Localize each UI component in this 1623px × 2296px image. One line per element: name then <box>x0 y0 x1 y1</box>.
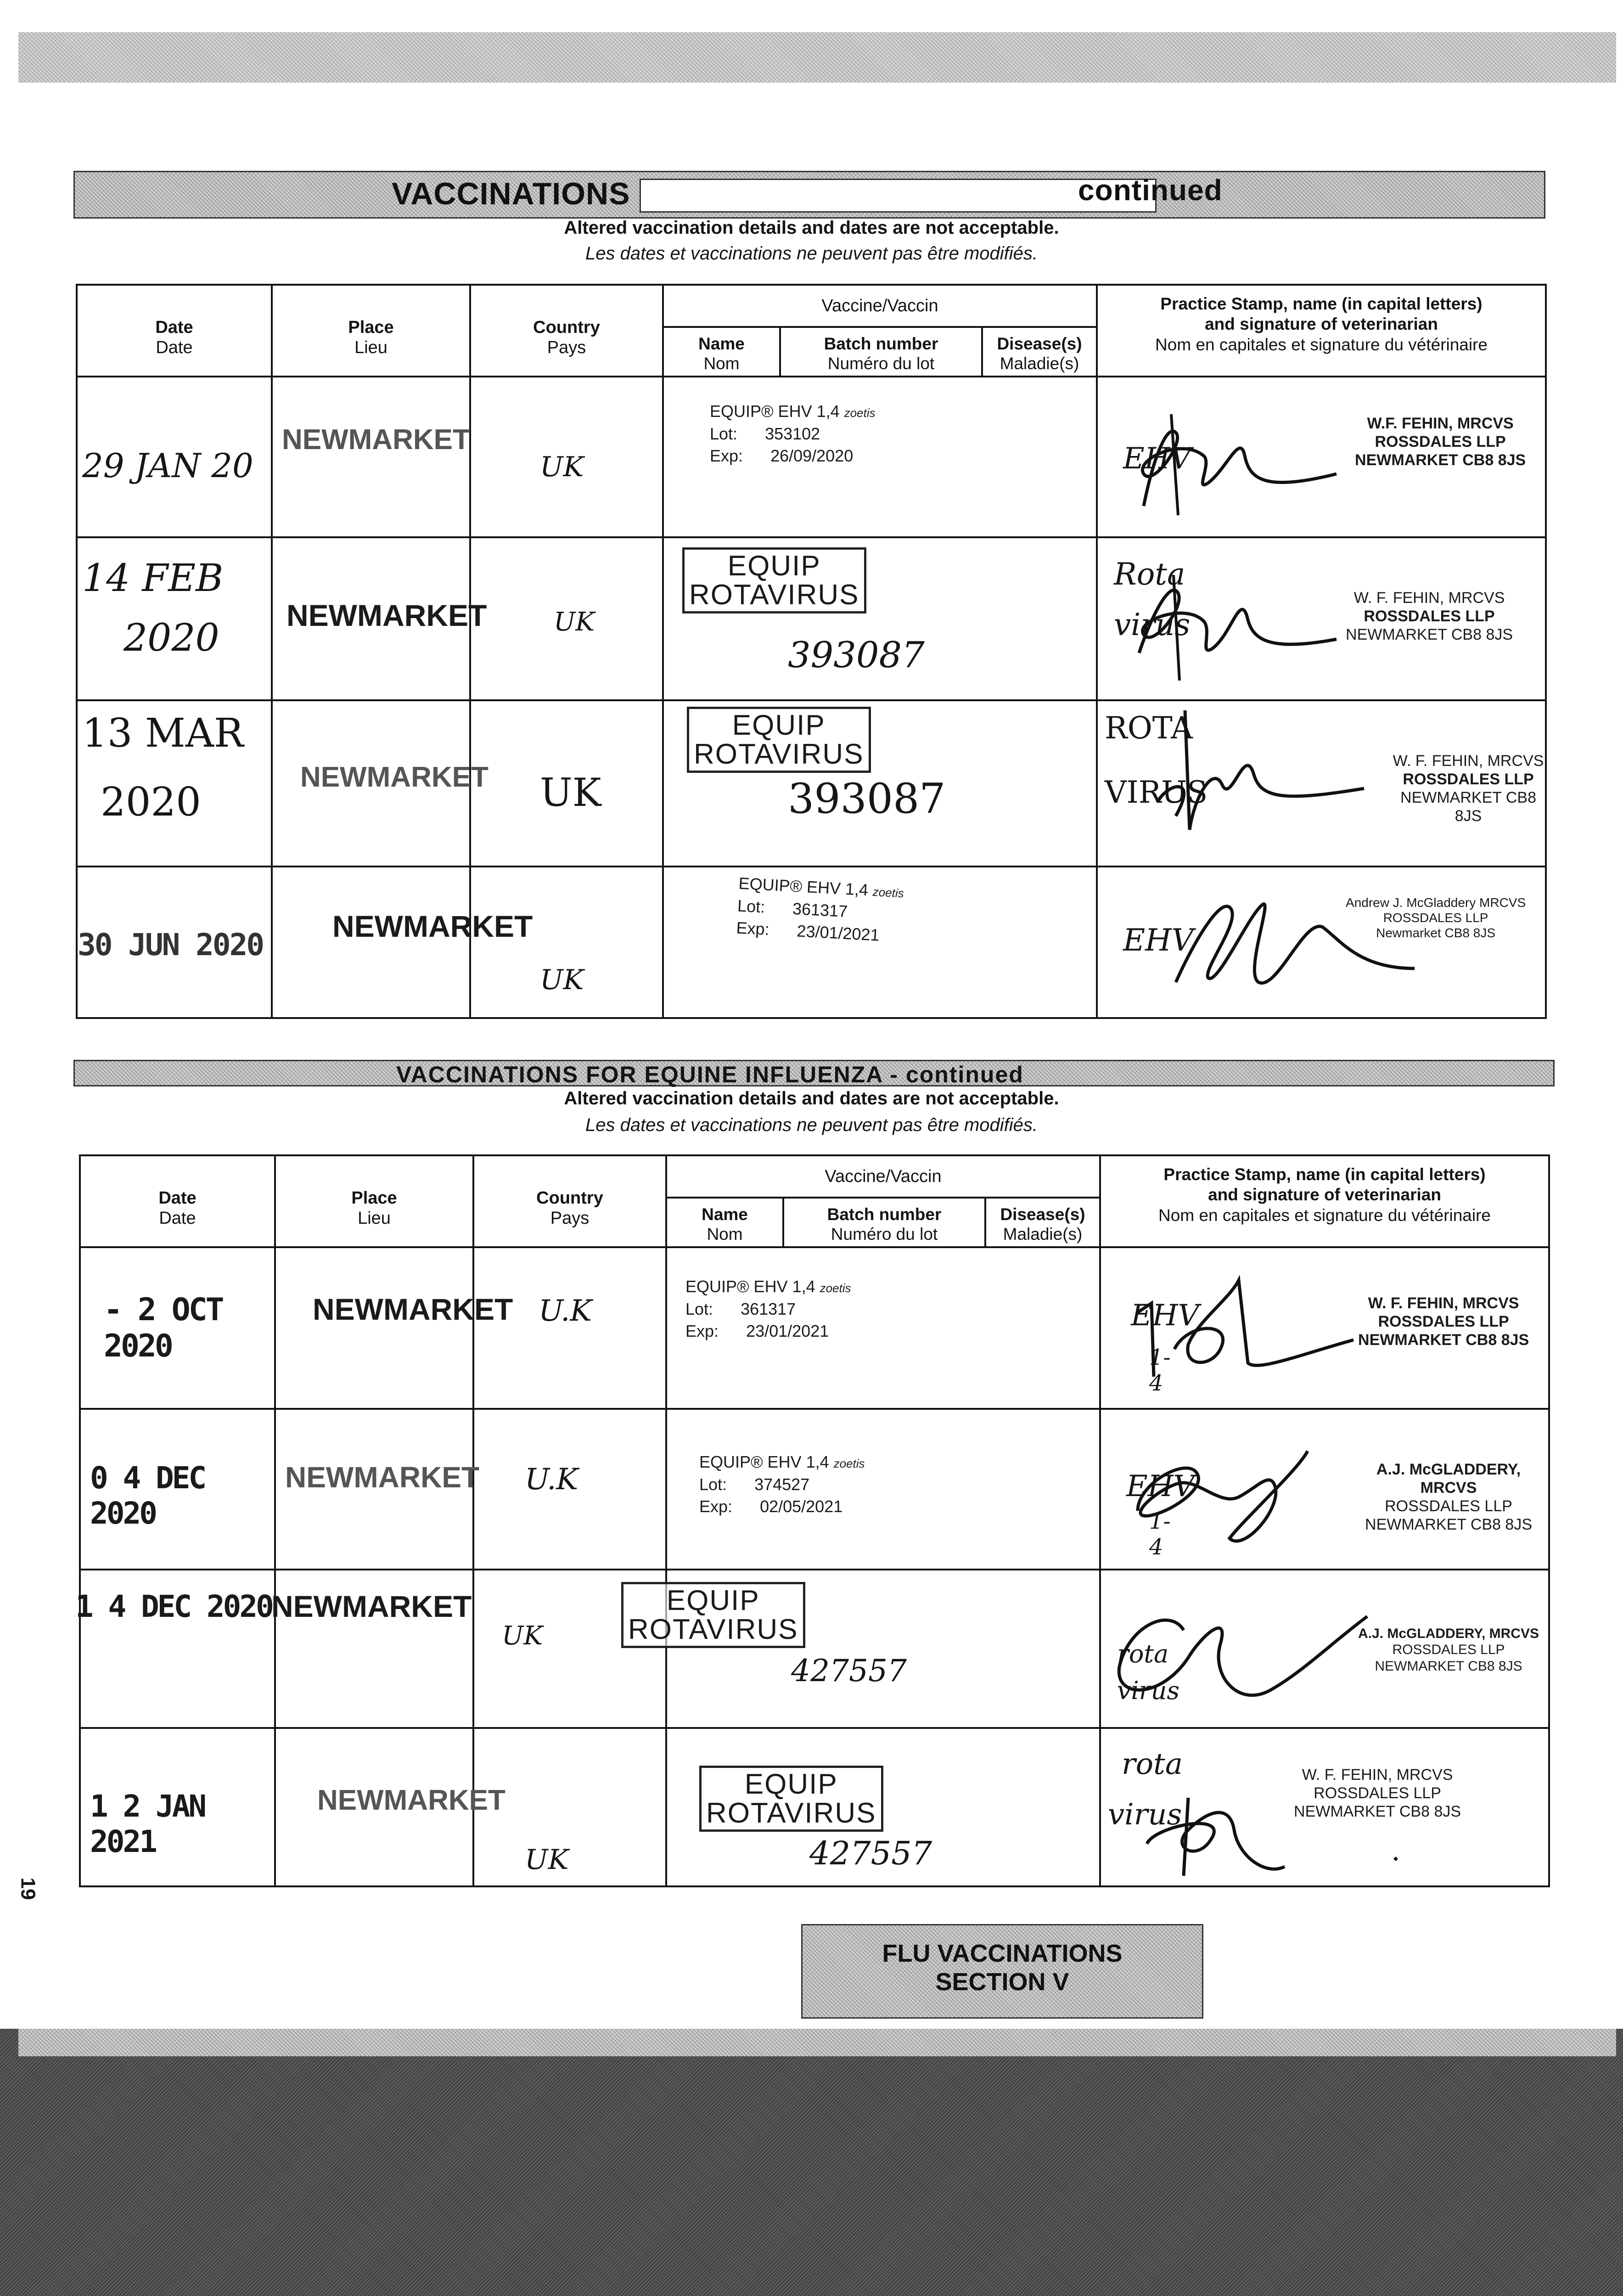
country-handwritten: UK <box>540 451 584 483</box>
notice-french: Les dates et vaccinations ne peuvent pas être modifiés. <box>585 243 1038 264</box>
date-cell <box>77 867 272 1018</box>
table-row <box>77 700 1546 867</box>
date-stamp: 0 4 DEC 2020 <box>90 1460 205 1531</box>
disease-handwritten: EHV <box>1123 923 1194 958</box>
date-cell <box>77 700 272 867</box>
stamp-signature-cell <box>1097 537 1546 700</box>
vaccine-cell <box>666 1728 1183 1886</box>
date-cell <box>80 1409 275 1570</box>
vaccine-cell <box>663 377 1191 537</box>
disease-handwritten: rota <box>1122 1747 1183 1781</box>
place-stamp: NEWMARKET <box>317 1784 505 1816</box>
vaccination-table-2 <box>75 1154 1550 1887</box>
vaccine-cell <box>663 537 1191 700</box>
place-cell <box>272 700 489 867</box>
vaccine-sticker: EQUIP® EHV 1,4 zoetis Lot: 353102 Exp: 26/09/2020 <box>710 402 876 466</box>
place-cell <box>272 377 470 537</box>
notice-english: Altered vaccination details and dates are not acceptable. <box>564 218 1059 238</box>
section-title: VACCINATIONS <box>392 176 630 211</box>
place-stamp: NEWMARKET <box>271 1589 472 1623</box>
vet-stamp: W. F. FEHIN, MRCVS ROSSDALES LLP NEWMARKET CB8 8JS <box>1294 1766 1461 1821</box>
batch-handwritten: 393087 <box>788 635 925 676</box>
header-name: Name Nom <box>666 1198 783 1247</box>
vaccine-cell <box>663 700 1208 867</box>
table-row <box>80 1409 1549 1570</box>
country-handwritten: U.K <box>525 1463 578 1497</box>
date-stamp: 1 4 DEC 2020 <box>75 1589 272 1624</box>
date-handwritten-year: 2020 <box>101 779 201 825</box>
header-date: Date Date <box>80 1155 275 1247</box>
scan-dark-region <box>0 2029 1623 2296</box>
place-stamp: NEWMARKET <box>286 598 487 632</box>
header-place: Place Lieu <box>275 1155 473 1247</box>
batch-handwritten: 427557 <box>809 1835 932 1872</box>
header-practice-stamp: Practice Stamp, name (in capital letters) and signature of veterinarian Nom en capitales et signature du vétérinaire <box>1097 285 1546 377</box>
place-cell <box>272 867 533 1018</box>
date-handwritten-year: 2020 <box>124 616 219 660</box>
batch-handwritten: 427557 <box>791 1653 907 1688</box>
vaccine-cell <box>663 867 1194 1018</box>
scan-edge-strip <box>18 2029 1616 2056</box>
vaccine-cell <box>666 1247 1199 1409</box>
signature <box>1124 1433 1363 1552</box>
stamp-signature-cell <box>1100 1247 1549 1409</box>
country-cell <box>470 867 663 1018</box>
section-title-2: VACCINATIONS FOR EQUINE INFLUENZA - continued <box>396 1062 1024 1087</box>
country-handwritten: UK <box>554 607 595 637</box>
scan-edge-top <box>18 32 1616 83</box>
date-handwritten: 29 JAN 20 <box>82 446 253 485</box>
disease-handwritten: EHV <box>1131 1299 1199 1333</box>
header-vaccine: Vaccine/Vaccin <box>663 285 1097 327</box>
country-cell <box>473 1409 666 1570</box>
vet-stamp: Andrew J. McGladdery MRCVS ROSSDALES LLP Newmarket CB8 8JS <box>1346 895 1526 940</box>
disease-handwritten: EHV <box>1126 1469 1195 1503</box>
vet-stamp: W. F. FEHIN, MRCVS ROSSDALES LLP NEWMARKET CB8 8JS <box>1346 589 1513 644</box>
flu-vaccinations-tab <box>801 1924 1203 2019</box>
header-disease: Disease(s) Maladie(s) <box>985 1198 1100 1247</box>
disease-handwritten-line2: 1-4 <box>1149 1508 1171 1560</box>
place-cell <box>275 1728 505 1886</box>
date-cell <box>80 1728 275 1886</box>
disease-handwritten-line2: virus <box>1108 1798 1182 1832</box>
country-cell <box>470 377 663 537</box>
header-country: Country Pays <box>473 1155 666 1247</box>
stamp-signature-cell <box>1097 867 1546 1018</box>
disease-handwritten: ROTA <box>1105 710 1193 746</box>
continued-label: continued <box>1078 174 1223 207</box>
flu-tab-line2: SECTION V <box>935 1968 1069 1996</box>
header-date: Date Date <box>77 285 272 377</box>
place-cell <box>275 1409 480 1570</box>
stamp-signature-cell <box>1100 1409 1549 1570</box>
disease-handwritten-line2: virus <box>1114 607 1191 642</box>
equip-rotavirus-stamp: EQUIP ROTAVIRUS <box>687 707 871 773</box>
table-row <box>80 1247 1549 1409</box>
notice-french-2: Les dates et vaccinations ne peuvent pas être modifiés. <box>585 1115 1038 1135</box>
stamp-signature-cell <box>1097 700 1546 867</box>
vaccine-sticker: EQUIP® EHV 1,4 zoetis Lot: 361317 Exp: 23/01/2021 <box>736 873 904 945</box>
header-disease: Disease(s) Maladie(s) <box>982 327 1097 377</box>
vet-stamp: W.F. FEHIN, MRCVS ROSSDALES LLP NEWMARKET CB8 8JS <box>1355 415 1526 469</box>
header-batch: Batch number Numéro du lot <box>780 327 982 377</box>
vet-stamp: A.J. McGLADDERY, MRCVS ROSSDALES LLP NEWMARKET CB8 8JS <box>1365 1461 1533 1534</box>
stamp-signature-cell <box>1100 1728 1549 1886</box>
disease-handwritten: rota <box>1117 1639 1169 1668</box>
signature <box>1130 706 1369 844</box>
notice-english-2: Altered vaccination details and dates are not acceptable. <box>564 1088 1059 1109</box>
header-batch: Batch number Numéro du lot <box>783 1198 985 1247</box>
vaccine-cell <box>666 1409 1195 1570</box>
date-stamp: 1 2 JAN 2021 <box>90 1789 205 1859</box>
disease-handwritten-line2: virus <box>1117 1676 1180 1705</box>
place-stamp: NEWMARKET <box>313 1292 513 1326</box>
place-stamp: NEWMARKET <box>285 1461 480 1494</box>
header-practice-stamp: Practice Stamp, name (in capital letters) and signature of veterinarian Nom en capitales et signature du vétérinaire <box>1100 1155 1549 1247</box>
table-row <box>80 1570 1549 1728</box>
stamp-signature-cell <box>1097 377 1546 537</box>
disease-handwritten: EHV <box>1123 442 1191 476</box>
date-cell <box>75 1570 275 1728</box>
table-row <box>80 1728 1549 1886</box>
disease-handwritten-line2: VIRUS <box>1105 775 1208 810</box>
place-cell <box>272 537 487 700</box>
place-stamp: NEWMARKET <box>282 424 470 456</box>
date-stamp: - 2 OCT 2020 <box>104 1292 223 1364</box>
signature <box>1119 1784 1404 1885</box>
country-handwritten: UK <box>540 770 601 815</box>
equip-rotavirus-stamp: EQUIP ROTAVIRUS <box>682 547 866 613</box>
table-row <box>77 867 1546 1018</box>
vet-stamp: W. F. FEHIN, MRCVS ROSSDALES LLP NEWMARKET CB8 8JS <box>1358 1294 1529 1349</box>
batch-handwritten: 393087 <box>788 775 946 823</box>
page-number: 19 <box>17 1877 39 1900</box>
date-cell <box>80 1247 275 1409</box>
table-row <box>77 377 1546 537</box>
header-country: Country Pays <box>470 285 663 377</box>
country-handwritten: UK <box>540 964 584 996</box>
header-place: Place Lieu <box>272 285 470 377</box>
vaccination-table-1 <box>76 284 1547 1019</box>
date-cell <box>77 537 272 700</box>
header-name: Name Nom <box>663 327 780 377</box>
date-handwritten: 13 MAR <box>82 710 244 756</box>
signature <box>1125 561 1346 690</box>
country-cell <box>473 1728 666 1886</box>
vaccine-sticker: EQUIP® EHV 1,4 zoetis Lot: 361317 Exp: 23/01/2021 <box>685 1277 851 1341</box>
vet-stamp: W. F. FEHIN, MRCVS ROSSDALES LLP NEWMARKET CB8 8JS <box>1393 752 1544 825</box>
stamp-signature-cell <box>1100 1570 1549 1728</box>
country-handwritten: U.K <box>539 1294 592 1328</box>
vaccine-sticker: EQUIP® EHV 1,4 zoetis Lot: 374527 Exp: 02/05/2021 <box>699 1452 865 1516</box>
place-stamp: NEWMARKET <box>300 761 489 793</box>
date-handwritten: 14 FEB <box>82 557 224 600</box>
signature <box>1110 1589 1386 1717</box>
disease-handwritten-line2: 1-4 <box>1149 1345 1171 1396</box>
section-banner <box>73 171 1545 219</box>
flu-tab-line1: FLU VACCINATIONS <box>882 1940 1123 1967</box>
country-cell <box>470 537 663 700</box>
date-cell <box>77 377 272 537</box>
signature <box>1119 1271 1358 1390</box>
country-cell <box>470 700 663 867</box>
equip-rotavirus-stamp: EQUIP ROTAVIRUS <box>699 1766 883 1832</box>
vet-stamp: A.J. McGLADDERY, MRCVS ROSSDALES LLP NEWMARKET CB8 8JS <box>1358 1626 1539 1674</box>
date-stamp: 30 JUN 2020 <box>78 927 264 962</box>
section-banner-2 <box>73 1060 1555 1086</box>
place-cell <box>275 1247 513 1409</box>
country-handwritten: UK <box>525 1844 569 1876</box>
disease-handwritten: Rota <box>1114 557 1185 592</box>
signature <box>1125 405 1346 524</box>
place-cell <box>271 1570 473 1728</box>
header-vaccine: Vaccine/Vaccin <box>666 1155 1100 1198</box>
table-row <box>77 537 1546 700</box>
equip-rotavirus-stamp: EQUIP ROTAVIRUS <box>621 1582 805 1648</box>
vaccine-cell <box>628 1570 1180 1728</box>
place-stamp: NEWMARKET <box>332 909 533 943</box>
country-cell <box>473 1247 666 1409</box>
country-handwritten: UK <box>502 1621 543 1651</box>
